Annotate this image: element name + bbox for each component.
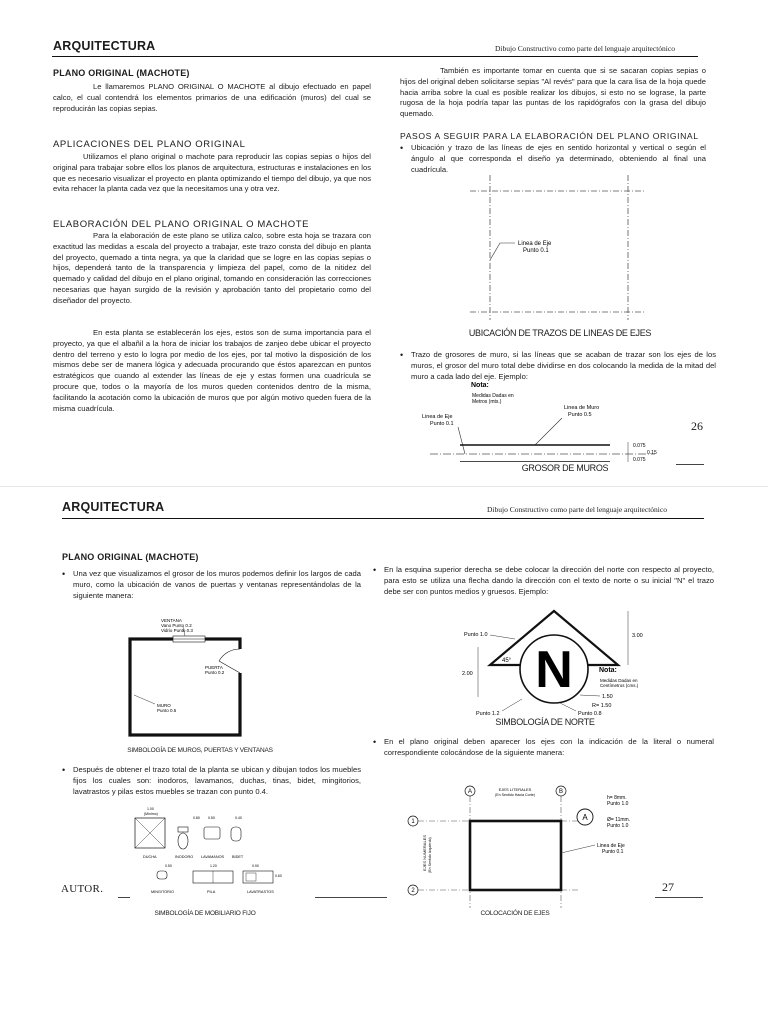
north-letter: N xyxy=(535,641,573,699)
fixture-label-kitchen: LAVATRASTOS xyxy=(247,890,274,894)
north-angle: 45° xyxy=(502,658,512,664)
sepias-paragraph: También es importante tomar en cuenta que si se sacaran copias sepias o hijos del original deben solicitarse sepias "Al revés" para que la cara lisa de la hoja quede hacia arriba sobre la cual es posible realizar los dibujos, si esto no se lograse, la parte rugosa de la hoja podría tapar las puntas de los rapidógrafos con la grasa del dibujo quemado. xyxy=(400,66,706,119)
door-label-1: PUERTA xyxy=(205,665,223,670)
fixture-label-toilet: INODORO xyxy=(175,855,194,859)
axes-d-text: Ø= 11mm. xyxy=(607,817,631,823)
axis-label-1: Linea de Eje xyxy=(518,241,552,247)
bidet-symbol xyxy=(231,827,241,841)
wall-leader xyxy=(134,695,155,704)
header-title: ARQUITECTURA xyxy=(53,39,156,53)
elaboration-paragraph-1: Para la elaboración de este plano se utiliza calco, sobre esta hoja se trazara con exactitud las medidas a escala del proyecto a trabajar, este trazo consta del dibujo en planta del proyecto, quemado a tinta negra, ya que la claridad que se logre en las copias sepias o hijos, dependerá tanto de la transparencia y limpieza del papel, como de la nitidez del quemado y calidad del dibujo en el plano original, tomando en consideración las correcciones necesarias que hayan surgido de la revisión y aprobación tanto del propietario como del diseñador del proyecto. xyxy=(53,231,371,305)
axis-leader xyxy=(458,427,465,454)
north-p1-leader xyxy=(490,635,515,639)
step-1: • Ubicación y trazo de las líneas de ejes en sentido horizontal y vertical o según el ángulo al que corresponda el diseño ya determinado, obteniendo al final una cuadrícula. xyxy=(400,143,706,175)
fig-walls-caption: SIMBOLOGÍA DE MUROS, PUERTAS Y VENTANAS xyxy=(127,747,273,754)
axis-grid-figure xyxy=(470,175,645,325)
axes-top-label-2: (En Sentido Hacia Corte) xyxy=(495,793,535,797)
axes-placement-figure xyxy=(395,783,665,913)
page-number: 27 xyxy=(662,880,674,894)
bullet-3: • En la esquina superior derecha se debe colocar la dirección del norte con respecto al proyecto, para esto se utiliza una flecha dando la dirección con el texto de norte o su inicial "N" el trazo debe ser con puntos medios y gruesos. Ejemplo: xyxy=(373,565,714,597)
axes-side-label-1: EJES NUMERALES xyxy=(422,834,427,871)
header-subtitle: Dibujo Constructivo como parte del lenguaje arquitectónico xyxy=(495,44,675,53)
north-d150-leader xyxy=(580,695,600,696)
section-title: PLANO ORIGINAL (MACHOTE) xyxy=(62,552,199,562)
fixture-dim-kitchen-depth: 0.60 xyxy=(275,874,282,878)
dim-a: 0.075 xyxy=(633,443,646,449)
axes-axis-label-1: Linea de Eje xyxy=(597,843,625,849)
north-note-2: Centímetros (cms.) xyxy=(600,683,639,688)
page-number-rule xyxy=(676,464,704,465)
north-p12: Punto 1.2 xyxy=(476,711,500,717)
fixture-label-shower: DUCHA xyxy=(143,855,157,859)
wall-label-1: Linea de Muro xyxy=(564,405,600,411)
fig1-caption: UBICACIÓN DE TRAZOS DE LINEAS DE EJES xyxy=(468,328,652,338)
walls-doors-windows-figure xyxy=(125,617,255,742)
header-subtitle: Dibujo Constructivo como parte del lenguaje arquitectónico xyxy=(487,505,667,514)
fixtures-figure xyxy=(125,805,295,905)
fig2-caption: GROSOR DE MUROS xyxy=(521,463,609,473)
section-title: PLANO ORIGINAL (MACHOTE) xyxy=(53,68,190,78)
axis-label-2: Punto 0.1 xyxy=(523,248,549,254)
applications-title: APLICACIONES DEL PLANO ORIGINAL xyxy=(53,139,246,150)
axis-num-1: 1 xyxy=(411,819,415,825)
axis-num-2: 2 xyxy=(411,888,415,894)
fixture-label-laundry: PILA xyxy=(207,890,216,894)
urinal-symbol xyxy=(157,871,167,879)
axes-top-label-1: EJES LITERALES xyxy=(498,787,532,792)
axes-side-label-2: (En Sentido Izquierdo) xyxy=(428,837,432,873)
north-p12-leader xyxy=(502,699,522,711)
steps-title: PASOS A SEGUIR PARA LA ELABORACIÓN DEL PLANO ORIGINAL xyxy=(400,131,699,141)
north-d300: 3.00 xyxy=(632,633,643,639)
footer-rule-right xyxy=(655,897,703,898)
header-rule xyxy=(52,56,698,57)
toilet-bowl xyxy=(178,833,188,849)
fixture-dim-urinal: 0.50 xyxy=(165,864,172,868)
page-number: 26 xyxy=(691,419,703,433)
north-d150: 1.50 xyxy=(602,694,613,700)
axis-letter-a: A xyxy=(467,789,473,795)
page-27 xyxy=(0,486,768,1025)
dim-b: 0.15 xyxy=(647,450,657,456)
elaboration-title: ELABORACIÓN DEL PLANO ORIGINAL O MACHOTE xyxy=(53,219,310,230)
bullet-4: • En el plano original deben aparecer los ejes con la indicación de la literal o numeral correspondiente colocándose de la siguiente manera: xyxy=(373,737,714,759)
north-symbol-figure xyxy=(460,607,690,717)
north-note: Nota: xyxy=(599,667,617,674)
fixture-dim-toilet: 0.80 xyxy=(193,816,200,820)
footer-rule-left xyxy=(315,897,387,898)
fixture-dim-laundry: 1.20 xyxy=(210,864,217,868)
win-label-3: Vidrio Punto 0.3 xyxy=(161,628,193,633)
note-label: Nota: xyxy=(471,382,489,389)
north-d200: 2.00 xyxy=(462,671,473,677)
dim-c: 0.075 xyxy=(633,457,646,462)
applications-paragraph: Utilizamos el plano original o machote para reproducir las copias sepias o hijos del original para trabajar sobre ellos los planos de arquitectura, estructuras e instalaciones en los que es necesario visualizar el proyecto en planta optimizando el tiempo del dibujo, ya que nos evita rehacer la planta cada vez que la necesitamos una y otra vez. xyxy=(53,152,371,194)
axis-bubble-letter: A xyxy=(582,813,588,822)
wall-label-2: Punto 0.5 xyxy=(157,708,177,713)
north-note-1: Medidas Dadas en xyxy=(600,678,638,683)
fixture-label-urinal: MINGITORIO xyxy=(151,890,174,894)
bullet-2: • Después de obtener el trazo total de la planta se ubican y dibujan todos los muebles fijos los cuales son: inodoros, lavamanos, duchas, tinas, bidet, mingitorios, lavatrastos y pilas estos muebles se trazan con punto 0.4. xyxy=(62,765,361,797)
win-label-1: VENTANA xyxy=(161,618,182,623)
fig-axes-caption: COLOCACIÓN DE EJES xyxy=(480,910,550,917)
fixture-label-bidet: BIDET xyxy=(232,855,244,859)
kitchen-sink-basin xyxy=(246,873,256,881)
fixture-dim-shower: 1.00 xyxy=(147,807,154,811)
note-text-1: Medidas Dadas en xyxy=(472,393,514,399)
fixture-dim-shower-min: (Mínimo) xyxy=(144,812,158,816)
wall-label-1: MURO xyxy=(157,703,171,708)
header-rule xyxy=(62,518,704,519)
page-26 xyxy=(0,0,768,478)
north-r150: R= 1.50 xyxy=(592,703,612,709)
fig-north-caption: SIMBOLOGÍA DE NORTE xyxy=(495,717,595,727)
axes-d-point: Punto 1.0 xyxy=(607,823,629,829)
fixture-dim-kitchen: 0.90 xyxy=(252,864,259,868)
note-text-2: Metros (mts.) xyxy=(472,399,502,405)
north-p08-leader xyxy=(560,703,576,711)
bullet-1: • Una vez que visualizamos el grosor de los muros podemos definir los largos de cada muro, como la ubicación de vanos de puertas y ventanas representándolas de la siguiente manera: xyxy=(62,569,361,601)
axis-letter-b: B xyxy=(558,789,564,795)
intro-paragraph: Le llamaremos PLANO ORIGINAL O MACHOTE al dibujo efectuado en papel calco, el cual contendrá los elementos primarios de una edificación (muros) del cual se reproducirán las copias sepias. xyxy=(53,82,371,113)
wall-leader xyxy=(535,418,562,445)
sink-symbol xyxy=(204,827,220,839)
axes-room-outline xyxy=(470,821,561,890)
axes-axis-leader xyxy=(561,845,595,853)
axes-h-point: Punto 1.0 xyxy=(607,801,629,807)
axis2-label-1: Linea de Eje xyxy=(422,414,453,420)
fig-fixtures-caption: SIMBOLOGÍA DE MOBILIARIO FIJO xyxy=(154,910,256,917)
north-p1: Punto 1.0 xyxy=(464,632,488,638)
author-label: AUTOR. xyxy=(61,883,104,895)
fixture-label-sink: LAVAMANOS xyxy=(201,855,225,859)
door-opening xyxy=(237,649,244,673)
header-title: ARQUITECTURA xyxy=(62,500,165,514)
toilet-tank xyxy=(178,827,188,832)
wall-label-2: Punto 0.5 xyxy=(568,412,592,418)
axis-leader xyxy=(490,243,515,260)
author-rule xyxy=(118,897,130,898)
win-label-2: Vano Punto 0.2 xyxy=(161,623,192,628)
kitchen-sink-symbol xyxy=(243,871,273,883)
wall-thickness-figure xyxy=(420,382,680,462)
fixture-dim-sink: 0.50 xyxy=(208,816,215,820)
elaboration-paragraph-2: En esta planta se establecerán los ejes, estos son de suma importancia para el proyecto, ya que el albañil a la hora de iniciar los trabajos de zanjeo debe ubicar el proyecto dentro del terreno y esto lo logra por medio de los ejes, por tal motivo la disposición de los mismos debe ser de manera lógica y adecuada procurando que éstos aparezcan en puntos estratégicos que cuando al extender las líneas de eje y estas formen una cuadrícula se procure que, todos o la mayoría de los muros queden contenidos dentro de la misma, facilitando la acotación como la ubicación de muros que por algún motivo queden fuera de la misma cuadrícula. xyxy=(53,328,371,413)
wall-outline xyxy=(130,639,240,735)
axes-axis-label-2: Punto 0.1 xyxy=(602,849,624,855)
step-2: • Trazo de grosores de muro, si las líneas que se acaban de trazar son los ejes de los muros, el grosor del muro total debe dividirse en dos colocando la medida de la mitad del muro a cada lado del eje. Ejemplo: xyxy=(400,350,716,382)
north-p08: Punto 0.8 xyxy=(578,711,602,717)
fixture-dim-bidet: 0.40 xyxy=(235,816,242,820)
axes-h-text: h= 8mm. xyxy=(607,795,627,801)
door-label-2: Punto 0.2 xyxy=(205,670,225,675)
axis2-label-2: Punto 0.1 xyxy=(430,421,454,427)
